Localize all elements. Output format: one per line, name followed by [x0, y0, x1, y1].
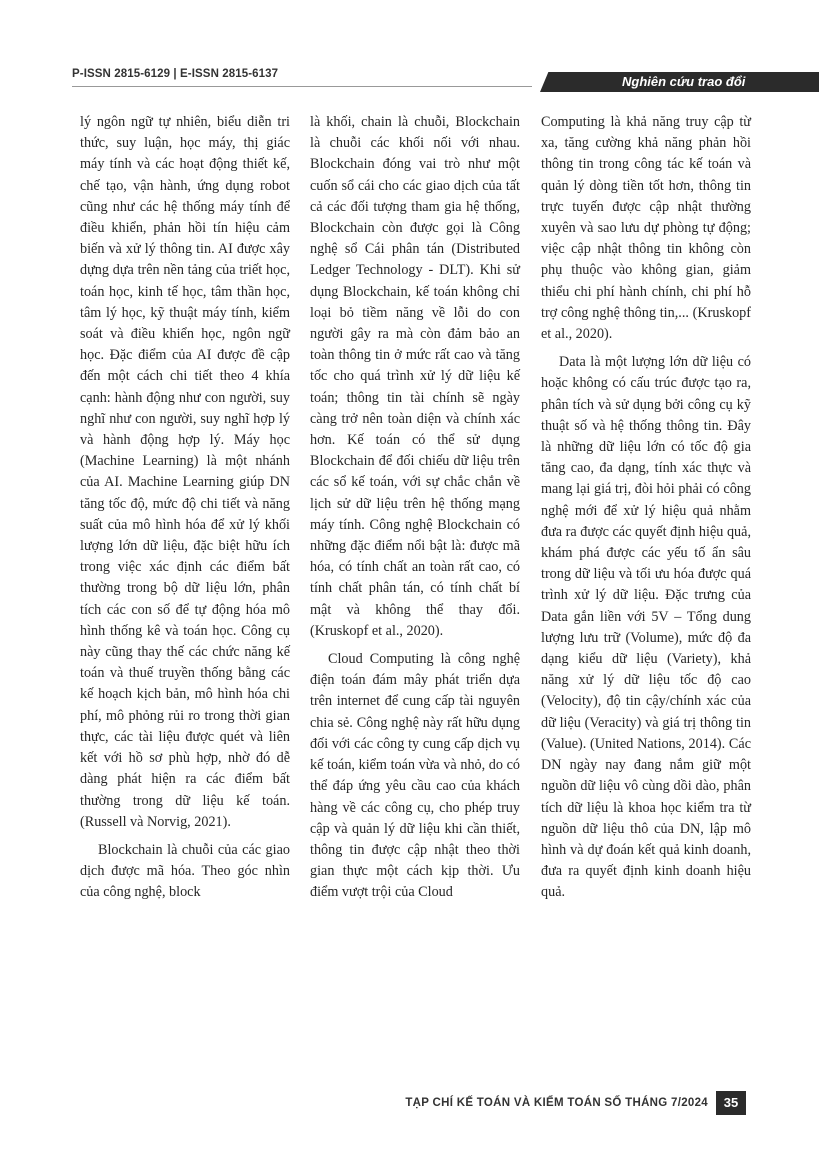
- journal-footer: TẠP CHÍ KẾ TOÁN VÀ KIỂM TOÁN SỐ THÁNG 7/2024: [405, 1097, 708, 1109]
- text-column-1: [80, 112, 290, 911]
- paragraph: Data là một lượng lớn dữ liệu có hoặc không có cấu trúc được tạo ra, phân tích và sử dụng bởi công cụ kỹ thuật số và hệ thống thông tin. Đây là những dữ liệu lớn có tốc độ gia tăng cao, đa dạng, tính xác thực và mang lại giá trị, đòi hỏi phải có công nghệ mới để xử lý hiệu quả nhằm đưa ra được các quyết định hiệu quả, khám phá được các yếu tố ẩn sâu trong dữ liệu và tối ưu hóa được quá trình xử lý dữ liệu. Đặc trưng của Data gắn liền với 5V – Tổng dung lượng lưu trữ (Volume), mức độ đa dạng kiểu dữ liệu (Variety), khả năng xử lý dữ liệu tốc độ cao (Velocity), độ tin cậy/chính xác của dữ liệu (Veracity) và giá trị thông tin (Value). (United Nations, 2014). Các DN ngày nay đang nắm giữ một nguồn dữ liệu vô cùng dồi dào, phân tích dữ liệu là khoa học kiểm tra từ nguồn dữ liệu thô của DN, lập mô hình và dự đoán kết quả kinh doanh, đưa ra quyết định kinh doanh hiệu quả.: [541, 354, 751, 901]
- issn-line: P-ISSN 2815-6129 | E-ISSN 2815-6137: [72, 68, 279, 80]
- text-column-2: [310, 112, 520, 911]
- header-divider: [72, 86, 532, 87]
- section-title: Nghiên cứu trao đổi: [622, 74, 746, 89]
- page-number: 35: [716, 1091, 746, 1115]
- paragraph: lý ngôn ngữ tự nhiên, biểu diễn tri thức, suy luận, học máy, thị giác máy tính và các hoạt động thiết kế, chế tạo, vận hành, ứng dụng robot cũng như các hệ thống máy tính để điều khiển, phản hồi tín hiệu cảm biến và xử lý thông tin. AI được xây dựng dựa trên nền tảng của triết học, toán học, kinh tế học, tâm thần học, tâm lý học, kỹ thuật máy tính, kiểm soát và điều khiển học, ngôn ngữ học. Đặc điểm của AI được đề cập đến một cách chi tiết theo 4 khía cạnh: hành động như con người, suy nghĩ như con người, suy nghĩ hợp lý và hành động hợp lý. Máy học (Machine Learning) là một nhánh của AI. Machine Learning giúp DN tăng tốc độ, mức độ chi tiết và năng suất của mô hình hóa để xử lý khối lượng lớn dữ liệu, đặc biệt hữu ích trong việc xác định các điểm bất thường trong bộ dữ liệu lớn, phân tích các con số để tự động hóa mô hình thống kê và toán học. Công cụ này cũng thay thế các chức năng kế toán và thuế truyền thống bằng các kế hoạch kịch bản, mô hình hóa chi phí, mô phỏng rủi ro trong thời gian thực, các tài liệu được quét và liên kết với hồ sơ phù hợp, nhờ đó dễ dàng phát hiện ra các điểm bất thường trong dữ liệu kế toán. (Russell và Norvig, 2021).: [80, 114, 290, 830]
- text-column-3: [541, 112, 751, 911]
- paragraph: Blockchain là chuỗi của các giao dịch được mã hóa. Theo góc nhìn của công nghệ, block: [80, 841, 290, 901]
- paragraph: Cloud Computing là công nghệ điện toán đám mây phát triển dựa trên internet để cung cấp tài nguyên chia sẻ. Công nghệ này rất hữu dụng đối với các công ty cung cấp dịch vụ kế toán, kiểm toán vừa và nhỏ, do có thể đáp ứng yêu cầu cao của khách hàng về các công cụ, cho phép truy cập và quản lý dữ liệu khi cần thiết, thông tin được cập nhật theo thời gian thực một cách kịp thời. Ưu điểm vượt trội của Cloud: [310, 651, 520, 901]
- paragraph: Computing là khả năng truy cập từ xa, tăng cường khả năng phản hồi thông tin trong công tác kế toán và quản lý dòng tiền tốt hơn, thông tin trực tuyến được cập nhật thường xuyên và sao lưu dự phòng tự động; việc cập nhật thông tin không còn phụ thuộc vào không gian, giảm thiểu chi phí hành chính, chi phí hỗ trợ công nghệ thông tin,... (Kruskopf et al., 2020).: [541, 114, 751, 343]
- paragraph: là khối, chain là chuỗi, Blockchain là chuỗi các khối nối với nhau. Blockchain đóng vai trò như một cuốn sổ cái cho các giao dịch của tất cả các đối tượng tham gia hệ thống, Blockchain còn được gọi là Công nghệ sổ Cái phân tán (Distributed Ledger Technology - DLT). Khi sử dụng Blockchain, kế toán không chỉ loại bỏ tiềm năng về lỗi do con người gây ra mà còn đảm bảo an toàn thông tin ở mức rất cao và tăng tốc cho quá trình xử lý dữ liệu kế toán; thông tin tài chính sẽ ngày càng trở nên toàn diện và chính xác hơn. Kế toán có thể sử dụng Blockchain để đối chiếu dữ liệu trên các sổ kế toán, với sự chắc chắn về lịch sử dữ liệu trên hệ thống mạng máy tính. Công nghệ Blockchain có những đặc điểm nổi bật là: được mã hóa, có tính chất an toàn rất cao, có tính chất phân tán, có tính chất bí mật và không thể thay đổi. (Kruskopf et al., 2020).: [310, 114, 520, 639]
